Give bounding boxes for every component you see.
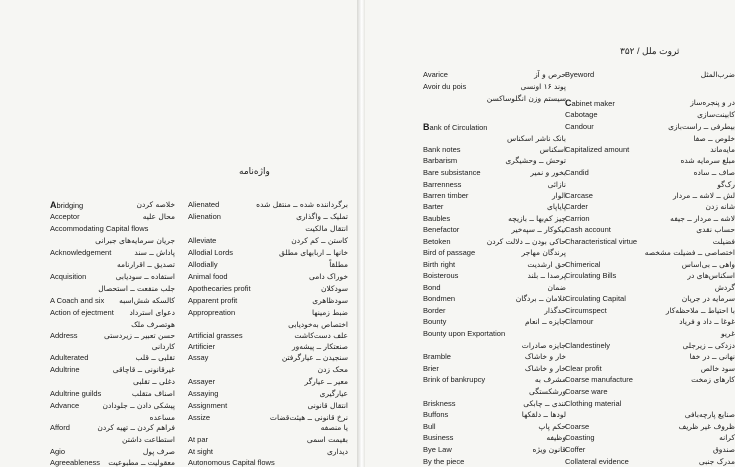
english-term: Circulating Capital [565, 294, 626, 303]
glossary-entry [565, 69, 735, 81]
glossary-entry [565, 224, 735, 236]
glossary-entry [565, 270, 735, 282]
glossary-entry [565, 456, 735, 468]
glossary-entry [565, 201, 735, 213]
persian-translation: استطاعت داشتن [122, 435, 175, 444]
english-term: Byeword [565, 70, 595, 79]
glossary-entry [50, 376, 175, 388]
persian-translation: بقیمت اسمی [306, 435, 348, 444]
persian-translation: حاکی بودن ــ دلالت کردن [486, 237, 566, 246]
glossary-entry [423, 69, 566, 81]
english-term: Benefactor [423, 225, 460, 234]
english-term: Agio [50, 447, 66, 456]
persian-translation: خوراک دامی [308, 272, 348, 281]
glossary-entry [423, 155, 566, 167]
persian-translation: نازائی [547, 180, 566, 189]
english-term: Autonomous Capital flows [188, 458, 275, 467]
persian-translation: خلوص ــ صفا [693, 134, 735, 143]
english-term: Avoir du pois [423, 82, 467, 91]
persian-translation: واهی ــ بی‌اساس [681, 260, 735, 269]
persian-translation: سود خالص [700, 364, 735, 373]
glossary-entry [188, 223, 348, 235]
persian-translation: انتقال قانونی [307, 401, 348, 410]
glossary-entry [423, 201, 566, 213]
glossary-entry [423, 247, 566, 259]
persian-translation: پرصدا ــ بلند [527, 271, 566, 280]
english-term: Bye Law [423, 445, 452, 454]
persian-translation: حسن تعبیر ــ زیردستی [104, 331, 175, 340]
english-term: Artificier [188, 342, 216, 351]
english-term: Accommodating Capital flows [50, 224, 149, 233]
glossary-entry [188, 307, 348, 319]
english-term: Allodial Lords [188, 248, 234, 257]
glossary-entry [423, 293, 566, 305]
english-term: Carcase [565, 191, 593, 200]
persian-translation: صنعتکار ــ پیشه‌ور [291, 342, 348, 351]
glossary-entry [423, 121, 558, 133]
english-term: Bond [423, 283, 441, 292]
english-term: Apparent profit [188, 296, 238, 305]
book-gutter [357, 0, 365, 467]
page-header: ۳۵۲ / ثروت ملل [620, 46, 680, 56]
glossary-entry [565, 328, 735, 340]
english-term: Carder [565, 202, 588, 211]
persian-translation: کارهای زمخت [691, 375, 735, 384]
persian-translation: معیر ــ عیارگر [304, 377, 348, 386]
english-term: Business [423, 433, 454, 442]
glossary-entry [50, 364, 175, 376]
persian-translation: بیطرفی ــ راست‌بازی [668, 122, 735, 131]
persian-translation: ضرب‌المثل [700, 70, 735, 79]
english-term: Cabinet maker [565, 98, 615, 108]
english-term: Barter [423, 202, 444, 211]
glossary-entry [188, 247, 348, 259]
glossary-entry [188, 422, 348, 434]
english-term: Bare subsistance [423, 168, 481, 177]
persian-translation: اسکناس [539, 145, 566, 154]
persian-translation: مطلقاً [329, 260, 348, 269]
persian-translation: پایاپای [547, 202, 566, 211]
glossary-entry [423, 81, 566, 93]
english-term: Briskness [423, 399, 456, 408]
english-term: Betoken [423, 237, 451, 246]
glossary-entry [423, 386, 566, 398]
glossary-entry [50, 199, 175, 211]
persian-translation: گردش [714, 283, 735, 292]
glossary-entry [188, 283, 348, 295]
persian-translation: خار و خاشاک [524, 364, 566, 373]
persian-translation: غلامان ــ بردگان [515, 294, 566, 303]
english-term: Coasting [565, 433, 595, 442]
english-term: Acquisition [50, 272, 87, 281]
english-term: Bird of passage [423, 248, 476, 257]
english-term: Adulterated [50, 353, 89, 362]
english-term: Artificial grasses [188, 331, 243, 340]
persian-translation: محک زدن [317, 365, 348, 374]
persian-translation: سیستم وزن انگلوساکسن [486, 94, 566, 103]
english-term: Action of ejectment [50, 308, 114, 317]
english-term: Assize [188, 413, 211, 422]
persian-translation: صنایع پارچه‌بافی [684, 410, 735, 419]
persian-translation: اصناف متقلب [131, 389, 175, 398]
persian-translation: دیداری [327, 447, 348, 456]
persian-translation: جایزه ــ انعام [525, 317, 566, 326]
persian-translation: سودکلان [320, 284, 348, 293]
persian-translation: مبلغ سرمایه شده [680, 156, 735, 165]
persian-translation: پاداش ــ سند [134, 248, 175, 257]
glossary-entry [565, 97, 735, 109]
english-term: Birth right [423, 260, 456, 269]
persian-translation: حق ارشدیت [527, 260, 566, 269]
glossary-entry [188, 199, 348, 211]
english-term: Collateral evidence [565, 457, 629, 466]
persian-translation: اسکناس‌های در [687, 271, 735, 280]
glossary-entry [565, 109, 725, 121]
persian-translation: الوار [552, 191, 566, 200]
persian-translation: استفاده ــ سودیابی [115, 272, 175, 281]
persian-translation: حساب نقدی [696, 225, 735, 234]
english-term: Adultrine guilds [50, 389, 102, 398]
glossary-entry [565, 386, 725, 398]
glossary-entry [188, 364, 348, 376]
glossary-entry [423, 351, 566, 363]
english-term: Acknowledgement [50, 248, 112, 257]
english-term: Animal food [188, 272, 228, 281]
glossary-entry [188, 295, 348, 307]
english-term: Acceptor [50, 212, 80, 221]
glossary-entry [188, 434, 348, 446]
glossary-entry [423, 270, 566, 282]
persian-translation: ضمان [547, 283, 566, 292]
glossary-entry [565, 121, 735, 133]
persian-translation: کابینت‌سازی [697, 110, 735, 119]
glossary-entry [188, 376, 348, 388]
persian-translation: غریو [720, 329, 735, 338]
persian-translation: مدرک جنبی [698, 457, 735, 466]
glossary-entry [50, 434, 175, 446]
persian-translation: صندوق [712, 445, 735, 454]
persian-translation: بانک ناشر اسکناس [507, 134, 566, 143]
english-term: Allodially [188, 260, 218, 269]
glossary-entry [423, 374, 566, 386]
glossary-entry [423, 167, 566, 179]
persian-translation: انتقال مالکیت [305, 224, 348, 233]
persian-translation: در و پنجره‌ساز [690, 98, 735, 107]
persian-translation: جلب منفعت ــ استحصال [98, 284, 175, 293]
glossary-entry [188, 271, 348, 283]
persian-translation: سنجیدن ــ عیارگرفتن [281, 353, 348, 362]
persian-translation: تملیک ــ واگذاری [296, 212, 348, 221]
english-term: Characteristical virtue [565, 237, 638, 246]
english-term: Clandestinely [565, 341, 611, 350]
english-term: Cash account [565, 225, 611, 234]
english-term: Bounty [423, 317, 447, 326]
english-term: Advance [50, 401, 80, 410]
english-term: Adultrine [50, 365, 80, 374]
glossary-entry [50, 307, 175, 319]
persian-translation: صرف پول [142, 447, 175, 456]
persian-translation: مشرف به [534, 375, 566, 384]
english-term: Clamour [565, 317, 594, 326]
english-term: Assayer [188, 377, 216, 386]
glossary-entry [188, 259, 348, 271]
english-term: Boisterous [423, 271, 459, 280]
persian-translation: دغلی ــ تقلبی [132, 377, 175, 386]
english-term: Clear profit [565, 364, 602, 373]
glossary-entry [423, 328, 558, 340]
persian-translation: لاشه ــ مردار ــ جیفه [670, 214, 735, 223]
persian-translation: اختصاص به‌خودیابی [288, 320, 348, 329]
glossary-entry [565, 444, 735, 456]
english-term: Carrion [565, 214, 590, 223]
persian-translation: با احتیاط ــ ملاحظه‌کار [665, 306, 735, 315]
glossary-entry [50, 457, 175, 469]
right-column-1 [423, 0, 566, 467]
english-term: Coarse ware [565, 387, 608, 396]
persian-translation: کرانه [719, 433, 735, 442]
english-term: Coarse manufacture [565, 375, 633, 384]
persian-translation: معقولیت ــ مطبوعیت [108, 458, 175, 467]
english-term: Chimerical [565, 260, 601, 269]
english-term: Baubles [423, 214, 451, 223]
persian-translation: وظیفه [546, 433, 566, 442]
glossary-entry [50, 247, 175, 259]
glossary-entry [188, 388, 348, 400]
english-term: Alienation [188, 212, 221, 221]
glossary-entry [565, 247, 735, 259]
persian-translation: محال علیه [142, 212, 175, 221]
english-term: Coarse [565, 422, 590, 431]
english-term: Capitalized amount [565, 145, 630, 154]
english-term: Bramble [423, 352, 451, 361]
persian-translation: پرندگان مهاجر [521, 248, 566, 257]
glossary-entry [50, 295, 175, 307]
english-term: Alleviate [188, 236, 217, 245]
persian-translation: چیز کم‌بها ــ بازیچه [508, 214, 566, 223]
english-term: Bondmen [423, 294, 456, 303]
persian-translation: تندی ــ چابکی [523, 399, 566, 408]
english-term: A Coach and six [50, 296, 105, 305]
persian-translation: نرخ قانونی ــ هیئت‌قضات [269, 413, 348, 422]
persian-translation: کالسکه شش‌اسبه [119, 296, 175, 305]
english-term: Avarice [423, 70, 448, 79]
english-term: Circumspect [565, 306, 607, 315]
persian-translation: خار و خاشاک [524, 352, 566, 361]
right-column-2 [565, 0, 735, 467]
english-term: At sight [188, 447, 214, 456]
english-term: Bounty upon Exportation [423, 329, 506, 338]
english-term: Apothecaries profit [188, 284, 251, 293]
glossary-entry [423, 432, 566, 444]
glossary-entry [565, 167, 735, 179]
english-term: Candid [565, 168, 589, 177]
persian-translation: لودها ــ دلقکها [521, 410, 566, 419]
glossary-entry [50, 235, 175, 247]
english-term: Barbarism [423, 156, 458, 165]
glossary-entry [50, 400, 175, 412]
english-term: Bull [423, 422, 436, 431]
persian-translation: فراهم کردن ــ تهیه کردن [97, 423, 175, 432]
english-term: Clothing material [565, 399, 622, 408]
english-term: Barrenness [423, 180, 462, 189]
glossary-entry [50, 352, 175, 364]
persian-translation: اختصاصی ــ فضیلت مشخصه [644, 248, 735, 257]
persian-translation: فضیلت [712, 237, 735, 246]
persian-translation: تقلبی ــ قلب [135, 353, 175, 362]
english-term: Barren timber [423, 191, 469, 200]
persian-translation: پوند ۱۶ اونسی [520, 82, 566, 91]
english-term: Appropreation [188, 308, 236, 317]
english-term: By the piece [423, 457, 465, 466]
glossary-entry [50, 223, 175, 235]
glossary-entry [565, 374, 735, 386]
persian-translation: ظروف غیر ظریف [678, 422, 735, 431]
glossary-entry [188, 235, 348, 247]
glossary-entry [565, 432, 735, 444]
persian-translation: شانه زدن [705, 202, 735, 211]
left-column-2 [188, 0, 348, 467]
english-term: Cabotage [565, 110, 598, 119]
english-term: Abridging [50, 200, 84, 210]
english-term: Alienated [188, 200, 220, 209]
persian-translation: رک‌گو [717, 180, 735, 189]
english-term: Candour [565, 122, 594, 131]
english-term: Assaying [188, 389, 219, 398]
english-term: Buffons [423, 410, 449, 419]
persian-translation: کاردانی [151, 342, 175, 351]
english-term: Circulating Bills [565, 271, 617, 280]
glossary-entry [423, 224, 566, 236]
persian-translation: صاف ــ ساده [693, 168, 735, 177]
glossary-entry [50, 271, 175, 283]
persian-translation: بخور و نمیر [530, 168, 566, 177]
persian-translation: خانها ــ اربابهای مطلق [279, 248, 348, 257]
glossary-entry [565, 409, 735, 421]
english-term: Afford [50, 423, 70, 432]
persian-translation: یا منصفه [320, 423, 348, 432]
glossary-entry [565, 155, 735, 167]
glossary-title: واژه‌نامه [239, 167, 270, 177]
glossary-entry [565, 351, 735, 363]
persian-translation: ضبط زمینها [311, 308, 348, 317]
persian-translation: حرص و آز [534, 70, 566, 79]
persian-translation: تصدیق ــ اقرارنامه [117, 260, 175, 269]
glossary-entry [423, 93, 566, 105]
persian-translation: دزدکی ــ زیرجلی [682, 341, 735, 350]
english-term: Assignment [188, 401, 228, 410]
persian-translation: حدگذار [544, 306, 566, 315]
persian-translation: مایه‌ماند [710, 145, 735, 154]
persian-translation: برگرداننده شده ــ منتقل شده [256, 200, 348, 209]
persian-translation: جریان سرمایه‌های جبرانی [95, 236, 175, 245]
glossary-entry [423, 456, 558, 468]
persian-translation: ورشکستگی [528, 387, 566, 396]
english-term: Agreeableness [50, 458, 101, 467]
persian-translation: غیرقانونی ــ قاچاقی [112, 365, 175, 374]
persian-translation: علف دست‌کاشت [294, 331, 348, 340]
glossary-entry [188, 211, 348, 223]
english-term: Coffer [565, 445, 586, 454]
persian-translation: قانون ویژه [532, 445, 566, 454]
glossary-entry [423, 409, 566, 421]
persian-translation: حکم پاپ [538, 422, 566, 431]
glossary-entry [50, 283, 175, 295]
glossary-entry [50, 422, 175, 434]
english-term: At par [188, 435, 209, 444]
glossary-entry [50, 388, 175, 400]
persian-translation: غوغا ــ داد و فریاد [679, 317, 735, 326]
english-term: Brink of bankrupcy [423, 375, 486, 384]
persian-translation: هوتصرف ملک [131, 320, 175, 329]
glossary-entry [423, 444, 566, 456]
english-term: Bank of Circulation [423, 122, 488, 132]
persian-translation: دعوای استرداد [129, 308, 175, 317]
persian-translation: خلاصه کردن [136, 200, 175, 209]
glossary-entry [50, 259, 175, 271]
persian-translation: پیشکی دادن ــ جلودادن [102, 401, 175, 410]
glossary-entry [565, 316, 735, 328]
glossary-entry [188, 400, 348, 412]
glossary-entry [188, 352, 348, 364]
glossary-entry [50, 211, 175, 223]
english-term: Border [423, 306, 446, 315]
glossary-entry [188, 457, 348, 469]
glossary-entry [423, 316, 566, 328]
persian-translation: نیکوکار ــ سپه‌خیر [511, 225, 566, 234]
english-term: Brier [423, 364, 439, 373]
persian-translation: سودظاهری [312, 296, 348, 305]
persian-translation: کاستن ــ کم کردن [291, 236, 348, 245]
english-term: Address [50, 331, 78, 340]
persian-translation: عیارگیری [319, 389, 348, 398]
left-column-1 [50, 0, 175, 467]
persian-translation: سرمایه در جریان [681, 294, 735, 303]
english-term: Bank notes [423, 145, 461, 154]
persian-translation: توحش ــ وحشیگری [505, 156, 566, 165]
persian-translation: جایزه صادرات [521, 341, 566, 350]
persian-translation: مساعده [149, 413, 175, 422]
persian-translation: نهانی ــ در خفا [689, 352, 735, 361]
english-term: Assay [188, 353, 209, 362]
persian-translation: لش ــ لاشه ــ مردار [673, 191, 735, 200]
glossary-entry [565, 293, 735, 305]
